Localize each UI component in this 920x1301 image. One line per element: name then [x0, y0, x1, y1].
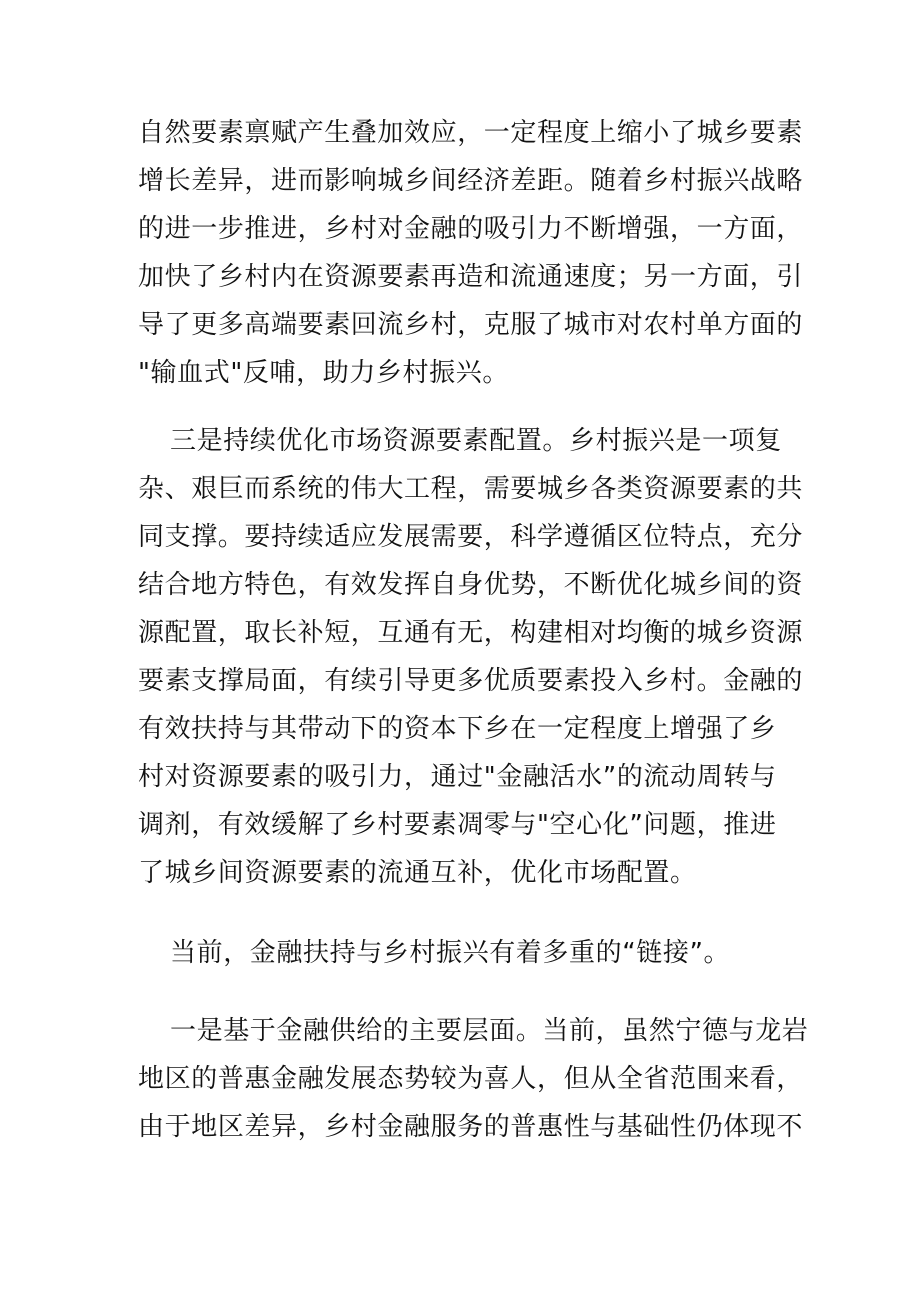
- text-line: 了城乡间资源要素的流通互补，优化市场配置。: [138, 858, 697, 888]
- text-line: 一是基于金融供给的主要层面。当前，虽然宁德与龙岩: [170, 1016, 809, 1046]
- text-line: 三是持续优化市场资源要素配置。乡村振兴是一项复: [170, 426, 782, 456]
- text-line: 加快了乡村内在资源要素再造和流通速度；另一方面，引: [138, 262, 804, 292]
- text-line: 自然要素禀赋产生叠加效应，一定程度上缩小了城乡要素: [138, 118, 804, 148]
- text-line: 地区的普惠金融发展态势较为喜人，但从全省范围来看，: [138, 1064, 804, 1094]
- text-line: 源配置，取长补短，互通有无，构建相对均衡的城乡资源: [138, 618, 804, 648]
- text-line: "输血式"反哺，助力乡村振兴。: [138, 358, 509, 388]
- text-line: 结合地方特色，有效发挥自身优势，不断优化城乡间的资: [138, 570, 804, 600]
- text-line: 调剂，有效缓解了乡村要素凋零与"空心化”问题，推进: [138, 810, 777, 840]
- text-line: 导了更多高端要素回流乡村，克服了城市对农村单方面的: [138, 310, 804, 340]
- text-line: 由于地区差异，乡村金融服务的普惠性与基础性仍体现不: [138, 1112, 804, 1142]
- text-line: 要素支撑局面，有续引导更多优质要素投入乡村。金融的: [138, 666, 804, 696]
- text-line: 村对资源要素的吸引力，通过"金融活水”的流动周转与: [138, 762, 777, 792]
- text-line: 的进一步推进，乡村对金融的吸引力不断增强，一方面，: [138, 214, 804, 244]
- text-line: 当前，金融扶持与乡村振兴有着多重的“链接”。: [170, 938, 731, 968]
- text-line: 同支撑。要持续适应发展需要，科学遵循区位特点，充分: [138, 522, 804, 552]
- text-line: 有效扶持与其带动下的资本下乡在一定程度上增强了乡: [138, 714, 777, 744]
- text-line: 杂、艰巨而系统的伟大工程，需要城乡各类资源要素的共: [138, 474, 804, 504]
- text-line: 增长差异，进而影响城乡间经济差距。随着乡村振兴战略: [138, 166, 804, 196]
